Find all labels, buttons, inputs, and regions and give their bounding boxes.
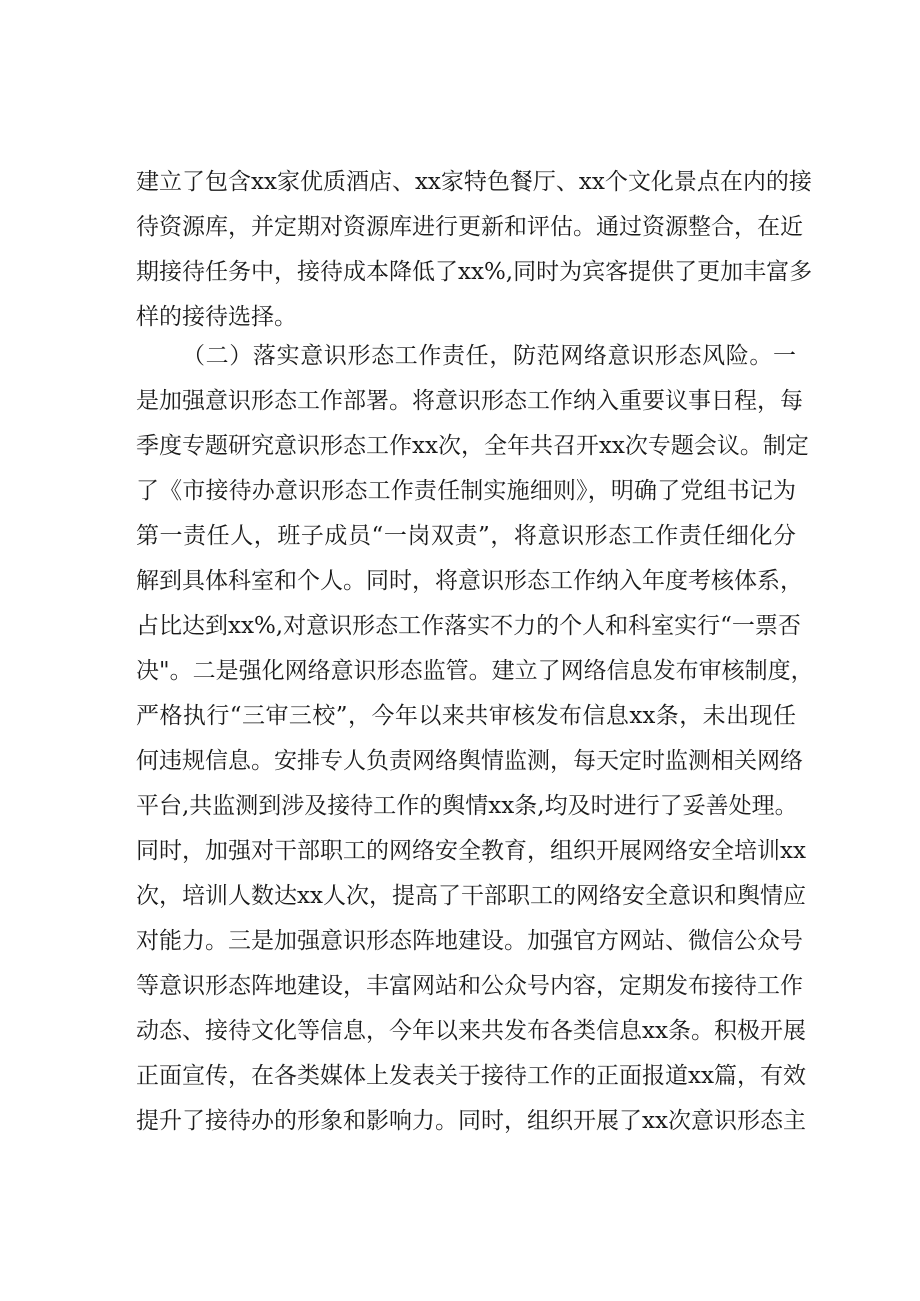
text-line: 季度专题研究意识形态工作xx次，全年共召开xx次专题会议。制定	[136, 433, 809, 459]
text-line: 建立了包含xx家优质酒店、xx家特色餐厅、xx个文化景点在内的接	[136, 169, 812, 195]
text-line: 解到具体科室和个人。同时，将意识形态工作纳入年度考核体系，	[136, 568, 803, 594]
text-line: 是加强意识形态工作部署。将意识形态工作纳入重要议事日程，每	[136, 388, 803, 414]
text-line: 待资源库，并定期对资源库进行更新和评估。通过资源整合，在近	[136, 214, 803, 240]
text-line: 第一责任人，班子成员“一岗双责”，将意识形态工作责任细化分	[136, 523, 796, 549]
text-line: 样的接待选择。	[136, 304, 297, 330]
text-line: 平台,共监测到涉及接待工作的舆情xx条,均及时进行了妥善处理。	[136, 793, 798, 819]
text-line: 提升了接待办的形象和影响力。同时，组织开展了xx次意识形态主	[136, 1108, 806, 1134]
text-line: 等意识形态阵地建设，丰富网站和公众号内容，定期发布接待工作	[136, 973, 803, 999]
text-line: 动态、接待文化等信息，今年以来共发布各类信息xx条。积极开展	[136, 1018, 806, 1044]
text-line: 占比达到xx%,对意识形态工作落实不力的个人和科室实行“一票否	[136, 613, 801, 639]
paragraph-resource-integration	[136, 160, 813, 340]
paragraph-ideology-responsibility	[136, 334, 814, 1144]
text-line: 决"。二是强化网络意识形态监管。建立了网络信息发布审核制度，	[136, 658, 814, 684]
text-line: 严格执行“三审三校”，今年以来共审核发布信息xx条，未出现任	[136, 703, 796, 729]
text-line: 了《市接待办意识形态工作责任制实施细则》，明确了党组书记为	[136, 478, 796, 504]
text-line: 次，培训人数达xx人次，提高了干部职工的网络安全意识和舆情应	[136, 883, 806, 909]
text-line: 正面宣传，在各类媒体上发表关于接待工作的正面报道xx篇，有效	[136, 1063, 806, 1089]
text-line: 同时，加强对干部职工的网络安全教育，组织开展网络安全培训xx	[136, 838, 806, 864]
text-line: 期接待任务中，接待成本降低了xx%,同时为宾客提供了更加丰富多	[136, 259, 813, 285]
text-line: 对能力。三是加强意识形态阵地建设。加强官方网站、微信公众号	[136, 928, 803, 954]
text-line: 何违规信息。安排专人负责网络舆情监测，每天定时监测相关网络	[136, 748, 803, 774]
section-heading-line: （二）落实意识形态工作责任，防范网络意识形态风险。一	[182, 343, 796, 369]
